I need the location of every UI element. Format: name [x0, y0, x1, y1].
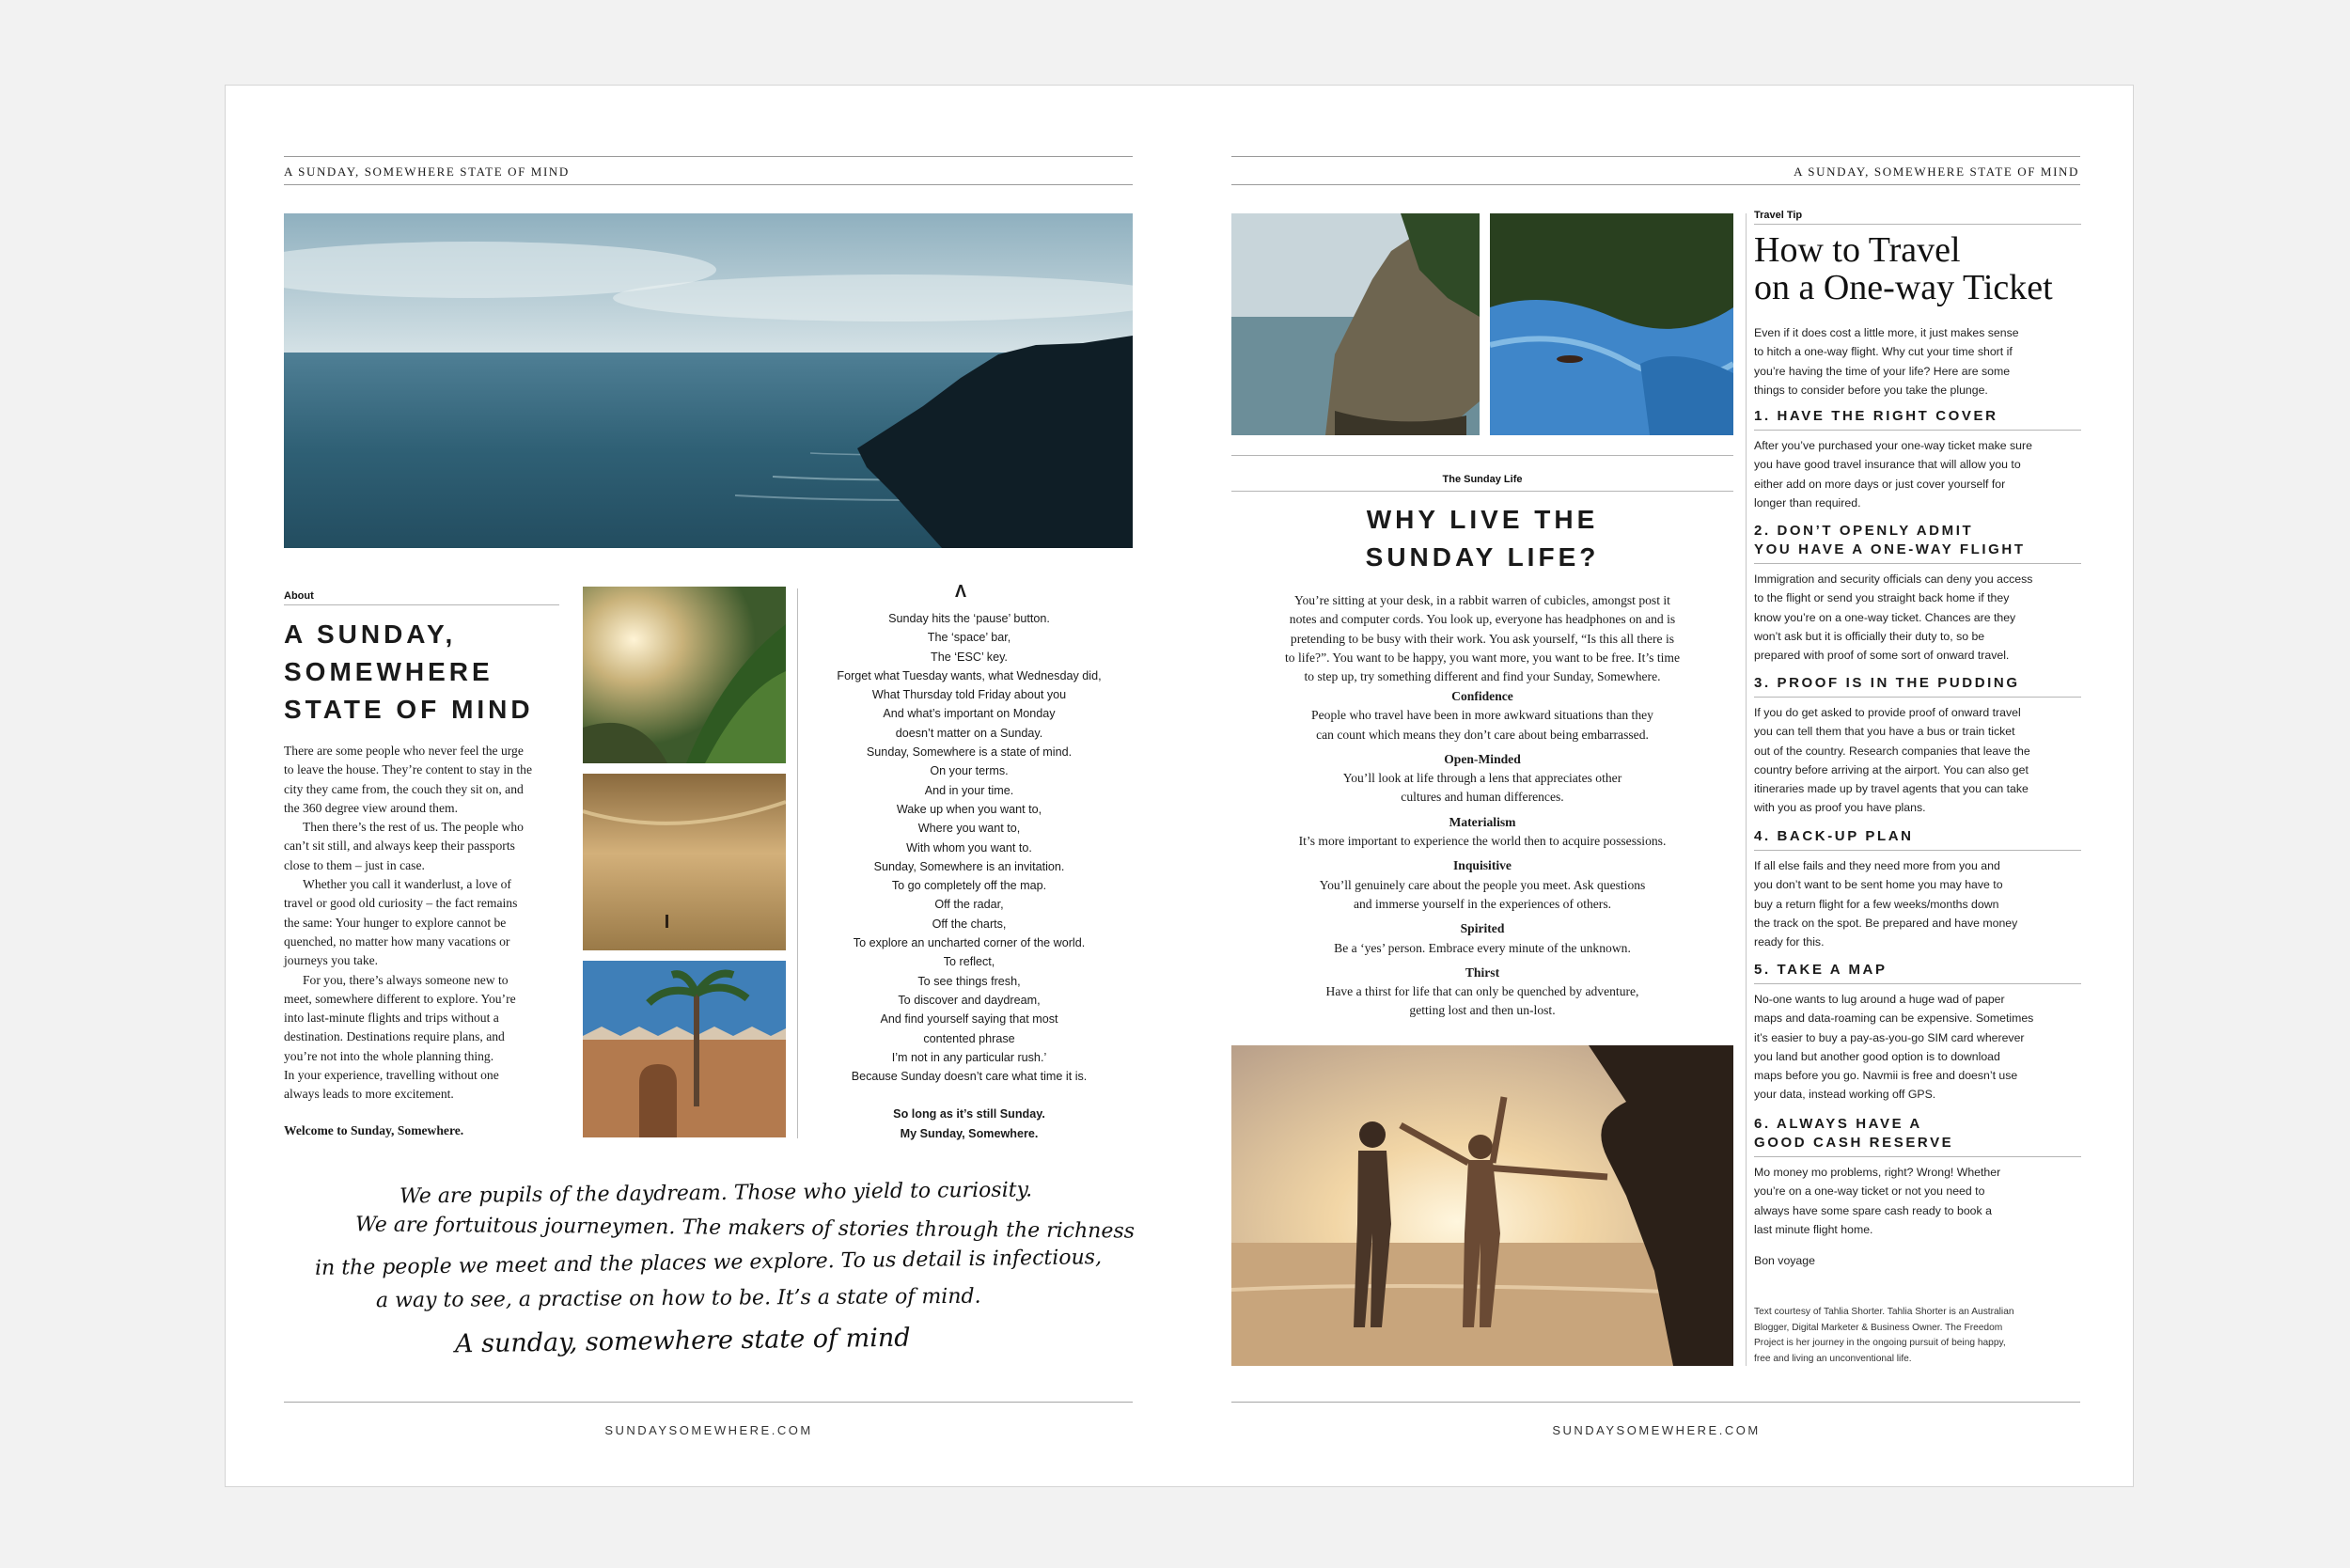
about-title: [284, 616, 566, 729]
tip-line: know you’re on a one-way ticket. Chances are they: [1754, 610, 2016, 624]
tip-line: Mo money mo problems, right? Wrong! Whether: [1754, 1166, 2001, 1179]
sunday-life-kicker-rule: [1231, 491, 1733, 492]
tip-line: you’re on a one-way ticket or not you need to: [1754, 1184, 1985, 1199]
tip-line: longer than required.: [1754, 495, 1861, 510]
sunday-life-title-line: SUNDAY LIFE?: [1365, 542, 1600, 572]
tip-line: If all else fails and they need more from you and: [1754, 859, 2000, 872]
tip-line: with you as proof you have plans.: [1754, 801, 1926, 815]
credit-line: Project is her journey in the ongoing pursuit of being happy,: [1754, 1338, 2006, 1348]
tip-line: won’t ask but it is officially their duty to, so be: [1754, 629, 1985, 643]
tip-heading-line: GOOD CASH RESERVE: [1754, 1135, 1954, 1151]
poem-line: And what’s important on Monday: [883, 707, 1056, 721]
header-rule-top-right: [1231, 156, 2080, 157]
tip-heading-2: [1754, 522, 2026, 559]
tip-line: itineraries made up by travel agents that you can take: [1754, 782, 2029, 796]
tip-rule-6: [1754, 1156, 2081, 1157]
tip-rule-2: [1754, 563, 2081, 564]
body-line: For you, there’s always someone new to: [303, 972, 509, 987]
tip-body-6: [1754, 1163, 2083, 1239]
intro-line: to life?”. You want to be happy, you want more, you want to be free. It’s time: [1284, 650, 1681, 665]
credit-line: Text courtesy of Tahlia Shorter. Tahlia Shorter is an Australian: [1754, 1307, 2014, 1317]
tip-rule-3: [1754, 697, 2081, 698]
running-header-right: A SUNDAY, SOMEWHERE STATE OF MIND: [1794, 165, 2079, 179]
sunday-life-top-rule: [1231, 455, 1733, 456]
quality-heading: Open-Minded: [1444, 751, 1521, 766]
quality-heading: Materialism: [1449, 814, 1516, 829]
tip-rule-5: [1754, 983, 2081, 984]
tip-line: you land but another good option is to download: [1754, 1049, 2000, 1063]
quality-line: Have a thirst for life that can only be quenched by adventure,: [1325, 984, 1639, 999]
sunday-logo-icon: Λ: [955, 582, 967, 601]
welcome-line: Welcome to Sunday, Somewhere.: [284, 1123, 464, 1137]
body-line: journeys you take.: [284, 953, 379, 968]
tip-rule-4: [1754, 850, 2081, 851]
credit-line: free and living an unconventional life.: [1754, 1353, 1912, 1364]
handwritten-line: in the people we meet and the places we explore. To us detail is infectious,: [314, 1246, 1103, 1280]
poem-line: Where you want to,: [917, 822, 1021, 836]
travel-tip-title: [1754, 231, 2092, 306]
body-line: you’re not into the whole planning thing.: [284, 1048, 494, 1063]
poem-line: Because Sunday doesn’t care what time it is.: [851, 1070, 1088, 1084]
tip-line: Immigration and security officials can deny you access: [1754, 572, 2033, 586]
tip-line: you can tell them that you have a bus or train ticket: [1754, 725, 2015, 739]
footer-url-right[interactable]: SUNDAYSOMEWHERE.COM: [1552, 1423, 1761, 1437]
about-title-line: A SUNDAY,: [284, 619, 457, 649]
quality-heading: Inquisitive: [1453, 858, 1512, 873]
travel-tip-kicker: Travel Tip: [1754, 210, 1803, 221]
quality-line: You’ll genuinely care about the people you meet. Ask questions: [1319, 877, 1646, 892]
tip-heading-5: 5. TAKE A MAP: [1754, 962, 1888, 978]
tip-line: maps before you go. Navmii is free and doesn’t use: [1754, 1069, 2018, 1083]
magazine-spread: [225, 85, 2134, 1487]
palm-tree-wall-photo: [583, 961, 786, 1137]
about-body: [284, 742, 566, 1105]
intro-line: pretending to be busy with their work. You ask yourself, “Is this all there is: [1290, 631, 1675, 646]
header-rule-bottom: [284, 184, 1133, 185]
poem-line: The ‘space’ bar,: [927, 631, 1011, 645]
tip-heading-6: [1754, 1115, 1953, 1152]
tip-rule-1: [1754, 430, 2081, 431]
poem-line: And find yourself saying that most: [880, 1012, 1058, 1027]
body-line: There are some people who never feel the urge: [284, 744, 524, 758]
handwritten-line: We are pupils of the daydream. Those who yield to curiosity.: [399, 1178, 1033, 1209]
poem-line: To reflect,: [943, 955, 995, 969]
body-line: the same: Your hunger to explore cannot be: [284, 915, 507, 930]
travel-tip-kicker-rule: [1754, 224, 2081, 225]
about-kicker-rule: [284, 604, 559, 605]
quality-heading: Thirst: [1465, 964, 1500, 980]
tip-line: ready for this.: [1754, 935, 1825, 949]
sea-cliff-photo: [1231, 213, 1480, 435]
tip-heading-line: YOU HAVE A ONE-WAY FLIGHT: [1754, 541, 2026, 557]
quality-line: cultures and human differences.: [1401, 790, 1564, 805]
tip-intro-line: to hitch a one-way flight. Why cut your time short if: [1754, 345, 2013, 359]
handwritten-signature: A sunday, somewhere state of mind: [454, 1323, 911, 1359]
body-line: can’t sit still, and always keep their passports: [284, 839, 515, 854]
poem-close-line: So long as it’s still Sunday.: [893, 1107, 1045, 1121]
tip-line: After you’ve purchased your one-way ticket make sure: [1754, 439, 2032, 452]
tip-heading-line: 6. ALWAYS HAVE A: [1754, 1116, 1922, 1132]
footer-url-left[interactable]: SUNDAYSOMEWHERE.COM: [604, 1423, 813, 1437]
poem-line: The ‘ESC’ key.: [931, 650, 1008, 664]
body-line: the 360 degree view around them.: [284, 800, 458, 815]
body-line: destination. Destinations require plans, and: [284, 1029, 505, 1044]
tip-line: prepared with proof of some sort of onward travel.: [1754, 649, 2010, 663]
poem-line: Off the charts,: [932, 917, 1007, 931]
header-rule-bottom-right: [1231, 184, 2080, 185]
body-line: always leads to more excitement.: [284, 1087, 454, 1102]
poem-line: To see things fresh,: [917, 974, 1021, 988]
quality-line: It’s more important to experience the world then to acquire possessions.: [1298, 834, 1667, 849]
quality-line: and immerse yourself in the experiences of others.: [1353, 896, 1612, 911]
tip-column-divider: [1746, 213, 1747, 1366]
sunday-life-qualities: [1231, 687, 1733, 1021]
tip-intro-line: you’re having the time of your life? Here are some: [1754, 364, 2011, 378]
sunday-life-title-line: WHY LIVE THE: [1366, 505, 1599, 534]
travel-tip-title-line: on a One-way Ticket: [1754, 268, 2053, 307]
poem-line: And in your time.: [924, 783, 1014, 797]
tip-intro-line: things to consider before you take the plunge.: [1754, 383, 1988, 397]
body-line: to leave the house. They’re content to stay in the: [284, 762, 532, 777]
sunday-life-title: [1231, 501, 1733, 576]
sunday-poem: [807, 609, 1132, 1143]
poem-line: Sunday, Somewhere is a state of mind.: [866, 745, 1073, 760]
tip-line: to the flight or send you straight back home if they: [1754, 591, 2010, 605]
sunday-life-intro: [1231, 591, 1733, 686]
travel-tip-title-line: How to Travel: [1754, 230, 1961, 270]
quality-line: You’ll look at life through a lens that appreciates other: [1342, 771, 1622, 786]
handwritten-line: We are fortuitous journeymen. The makers of stories through the richness: [354, 1213, 1136, 1244]
tip-line: you don’t want to be sent home you may have to: [1754, 878, 2003, 892]
sunday-life-kicker: The Sunday Life: [1442, 474, 1523, 485]
about-title-line: STATE OF MIND: [284, 695, 534, 724]
body-line: close to them – just in case.: [284, 857, 425, 872]
poem-line: I’m not in any particular rush.’: [891, 1050, 1047, 1064]
tip-heading-1: 1. HAVE THE RIGHT COVER: [1754, 408, 1998, 424]
quality-line: People who travel have been in more awkward situations than they: [1311, 708, 1653, 723]
body-line: In your experience, travelling without one: [284, 1068, 499, 1083]
about-title-line: SOMEWHERE: [284, 657, 494, 686]
about-kicker: About: [284, 590, 314, 602]
poem-line: Wake up when you want to,: [896, 802, 1042, 816]
poem-line: On your terms.: [930, 764, 1009, 778]
tip-body-2: [1754, 570, 2083, 665]
tip-line: last minute flight home.: [1754, 1222, 1873, 1236]
poem-line: doesn’t matter on a Sunday.: [895, 726, 1043, 740]
tip-line: you have good travel insurance that will allow you to: [1754, 458, 2021, 472]
body-line: quenched, no matter how many vacations or: [284, 933, 510, 949]
header-rule-top: [284, 156, 1133, 157]
tip-signoff: Bon voyage: [1754, 1254, 1815, 1267]
poem-line: To go completely off the map.: [891, 879, 1047, 893]
tip-line: buy a return flight for a few weeks/months down: [1754, 897, 1999, 911]
footer-rule-right: [1231, 1402, 2080, 1403]
tip-line: maps and data-roaming can be expensive. Sometimes: [1754, 1011, 2034, 1026]
tip-line: If you do get asked to provide proof of onward travel: [1754, 706, 2021, 719]
poem-line: With whom you want to.: [906, 840, 1032, 855]
body-line: meet, somewhere different to explore. You’re: [284, 991, 516, 1006]
tip-line: always have some spare cash ready to book a: [1754, 1203, 1992, 1217]
poem-line: Sunday, Somewhere is an invitation.: [873, 859, 1065, 873]
quality-line: Be a ‘yes’ person. Embrace every minute of the unknown.: [1334, 940, 1631, 955]
body-line: Then there’s the rest of us. The people who: [303, 820, 524, 835]
body-line: Whether you call it wanderlust, a love of: [303, 877, 511, 892]
poem-line: To discover and daydream,: [898, 993, 1041, 1007]
poem-line: What Thursday told Friday about you: [871, 688, 1067, 702]
tip-body-1: [1754, 436, 2083, 512]
body-line: into last-minute flights and trips without a: [284, 1011, 499, 1026]
tip-line: No-one wants to lug around a huge wad of paper: [1754, 993, 2005, 1006]
palm-leaf-sunlight-photo: [583, 587, 786, 763]
tip-body-3: [1754, 703, 2083, 818]
tip-line: it’s easier to buy a pay-as-you-go SIM card wherever: [1754, 1030, 2025, 1044]
author-credit: [1754, 1305, 2092, 1367]
quality-heading: Spirited: [1460, 921, 1505, 936]
quality-heading: Confidence: [1451, 689, 1513, 703]
footer-rule-left: [284, 1402, 1133, 1403]
tip-intro-line: Even if it does cost a little more, it just makes sense: [1754, 326, 2019, 339]
tip-line: country before arriving at the airport. You can also get: [1754, 762, 2029, 776]
poem-line: Forget what Tuesday wants, what Wednesday did,: [837, 668, 1102, 682]
tip-line: your data, instead working off GPS.: [1754, 1088, 1936, 1102]
poem-line: Sunday hits the ‘pause’ button.: [888, 612, 1050, 625]
travel-tip-intro: [1754, 323, 2083, 400]
intro-line: You’re sitting at your desk, in a rabbit warren of cubicles, amongst post it: [1294, 593, 1670, 607]
infinity-pool-photo: [1490, 213, 1733, 435]
body-line: city they came from, the couch they sit on, and: [284, 781, 524, 796]
sunset-beach-couple-photo: [1231, 1045, 1733, 1366]
body-line: travel or good old curiosity – the fact remains: [284, 896, 518, 911]
poem-line: Off the radar,: [934, 898, 1004, 912]
poem-line: contented phrase: [923, 1031, 1015, 1045]
quality-line: getting lost and then un-lost.: [1409, 1003, 1556, 1018]
poem-line: To explore an uncharted corner of the world.: [853, 936, 1086, 950]
tip-line: either add on more days or just cover yourself for: [1754, 477, 2006, 491]
column-divider: [797, 588, 798, 1138]
intro-line: to step up, try something different and find your Sunday, Somewhere.: [1304, 669, 1661, 684]
intro-line: notes and computer cords. You look up, everyone has headphones on and is: [1289, 612, 1676, 627]
tip-heading-4: 4. BACK-UP PLAN: [1754, 828, 1914, 844]
running-header-left: A SUNDAY, SOMEWHERE STATE OF MIND: [284, 165, 570, 179]
poem-close-line: My Sunday, Somewhere.: [900, 1126, 1039, 1140]
quality-line: can count which means they don’t care about being embarrassed.: [1316, 727, 1649, 742]
tip-heading-3: 3. PROOF IS IN THE PUDDING: [1754, 675, 2020, 691]
golden-beach-photo: [583, 774, 786, 950]
tip-heading-line: 2. DON’T OPENLY ADMIT: [1754, 523, 1974, 539]
tip-body-4: [1754, 856, 2083, 951]
tip-line: the track on the spot. Be prepared and have money: [1754, 916, 2018, 930]
tip-body-5: [1754, 990, 2083, 1105]
tip-line: out of the country. Research companies that leave the: [1754, 744, 2030, 758]
ocean-hero-photo: [284, 213, 1133, 548]
handwritten-line: a way to see, a practise on how to be. It’s a state of mind.: [375, 1284, 981, 1313]
credit-line: Blogger, Digital Marketer & Business Owner. The Freedom: [1754, 1322, 2003, 1333]
